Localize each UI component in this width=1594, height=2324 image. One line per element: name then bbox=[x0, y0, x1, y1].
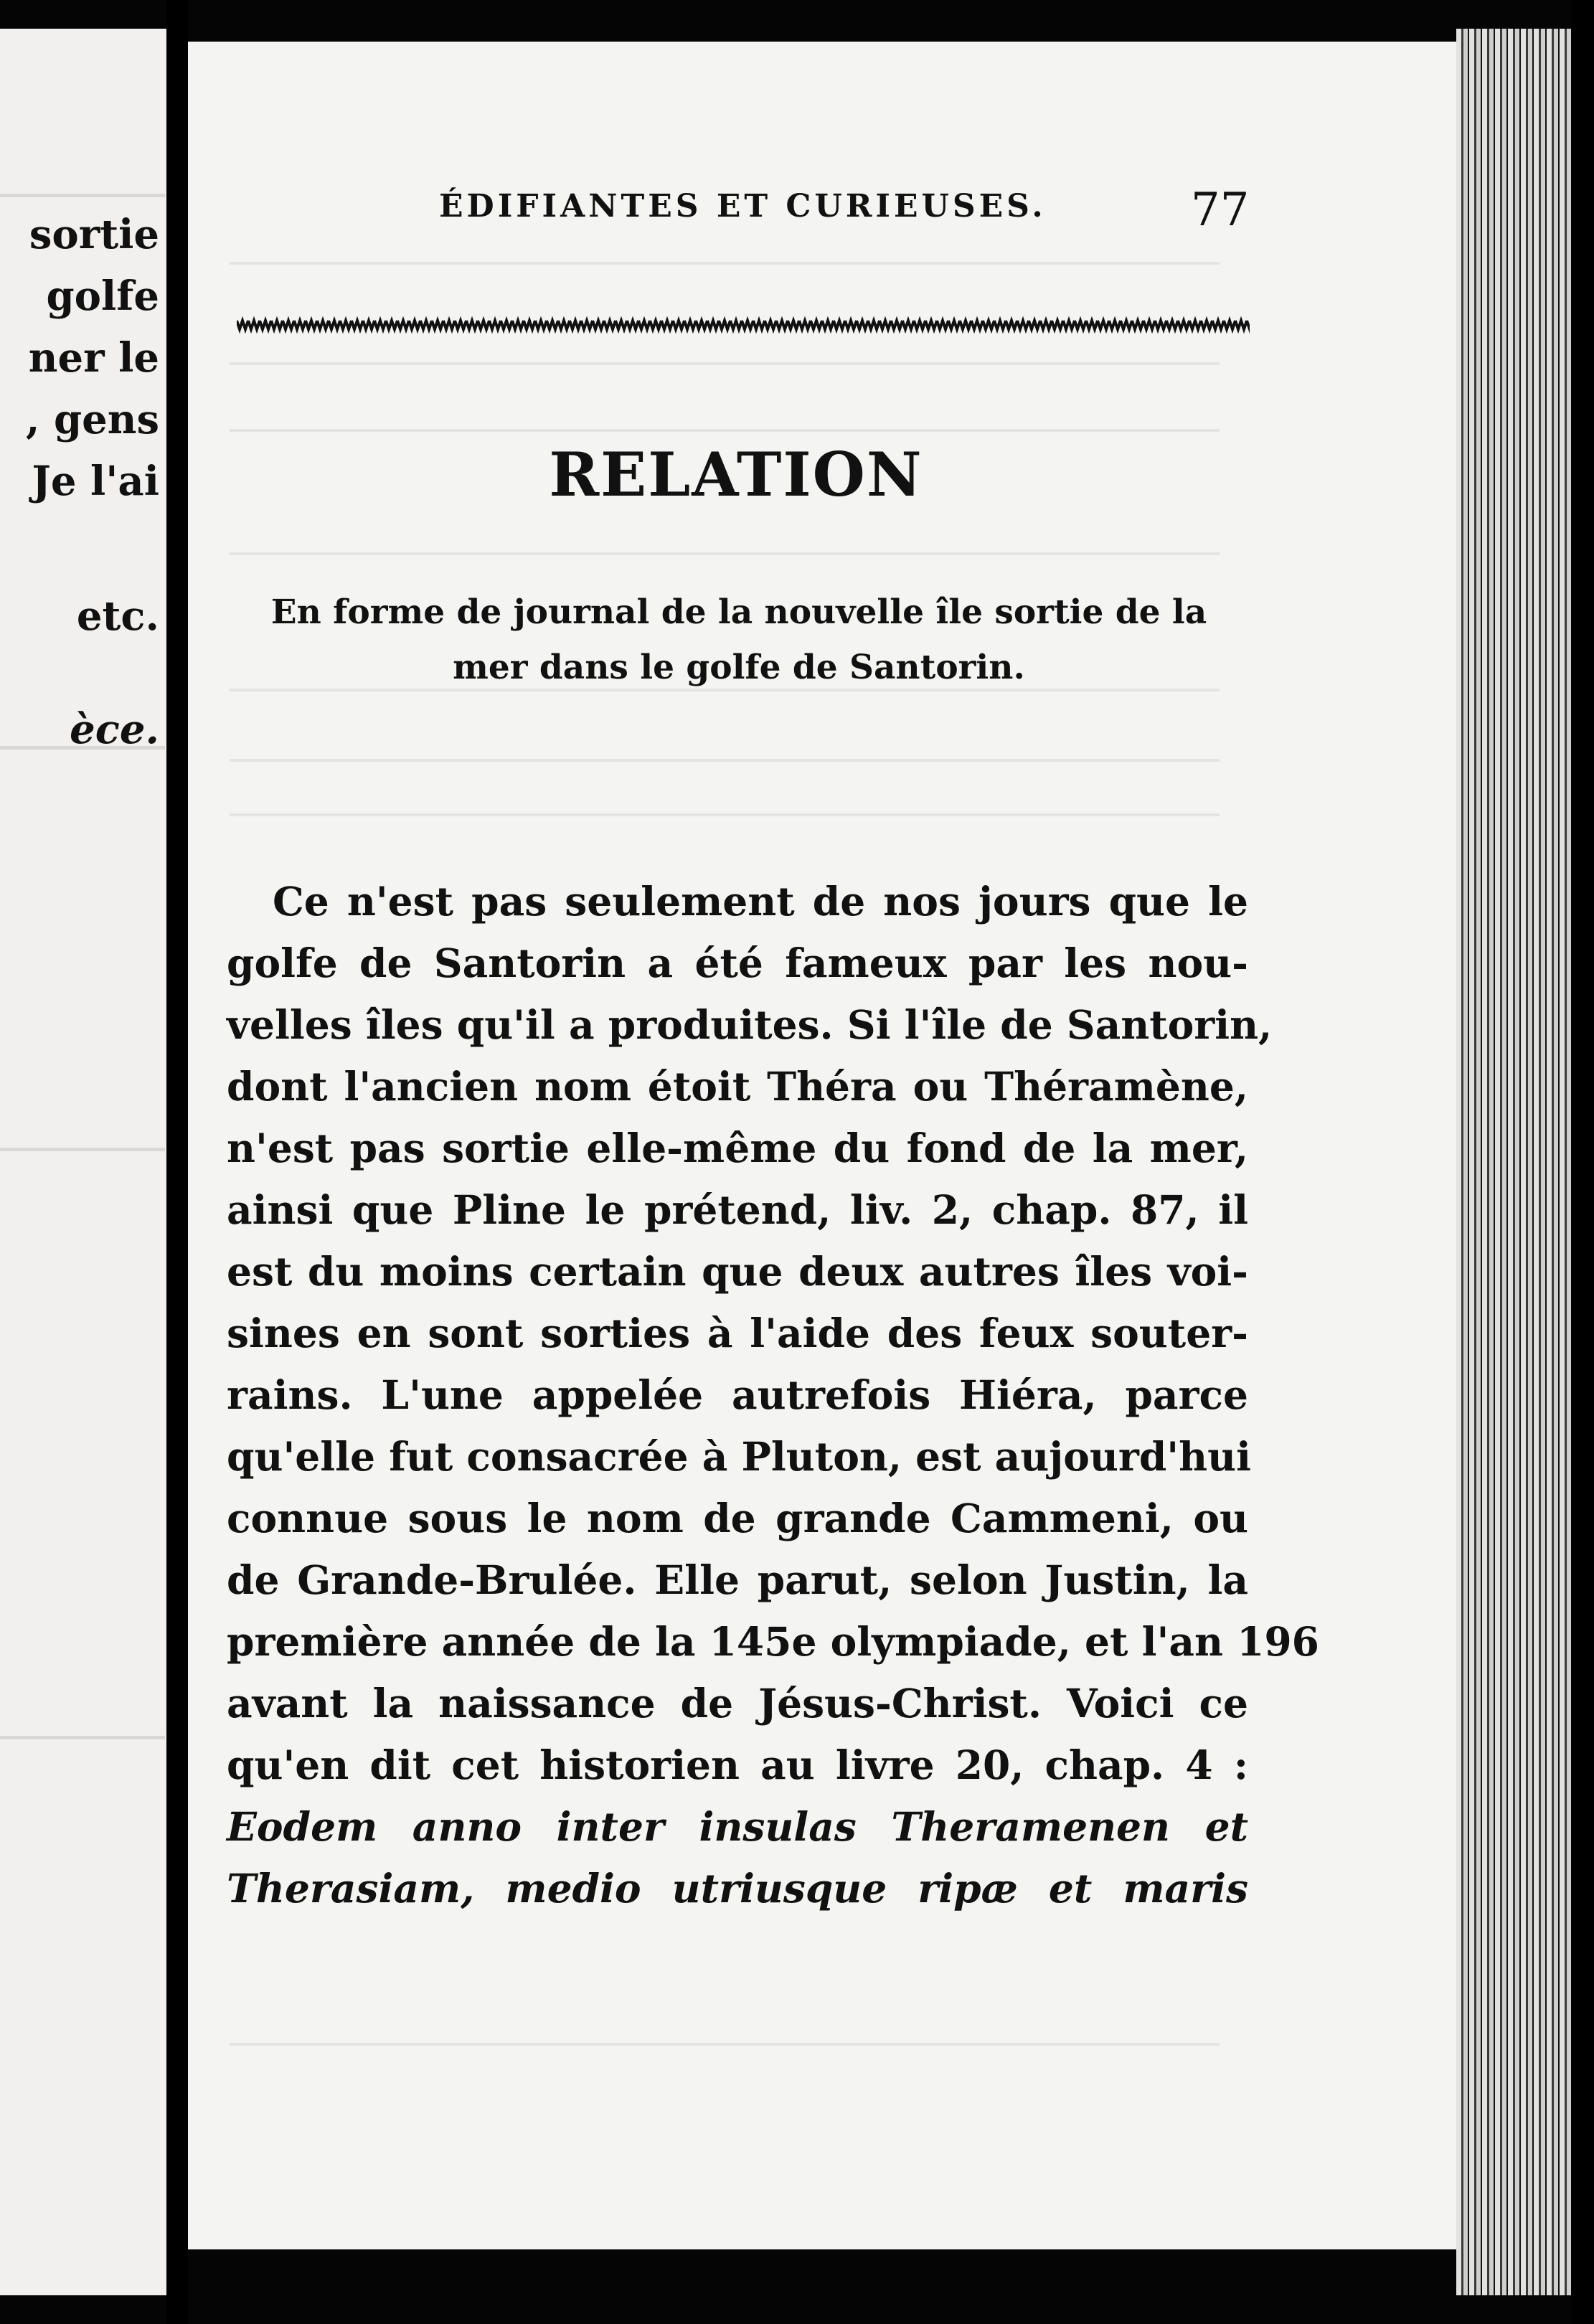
facing-page-line: ner le bbox=[28, 334, 159, 382]
page-number: 77 bbox=[1191, 184, 1250, 237]
body-text-line: sines en sont sorties à l'aide des feux souter- bbox=[227, 1310, 1248, 1356]
body-text-line: qu'en dit cet historien au livre 20, chap. 4 : bbox=[227, 1742, 1248, 1788]
facing-page-line: , gens bbox=[25, 396, 159, 443]
facing-page-line: èce. bbox=[70, 706, 159, 753]
book-gutter bbox=[166, 0, 188, 2324]
ornamental-rule bbox=[237, 313, 1250, 335]
body-text-line: qu'elle fut consacrée à Pluton, est aujourd'hui bbox=[227, 1433, 1252, 1480]
section-title: RELATION bbox=[549, 439, 923, 510]
bleed-through-line bbox=[230, 2043, 1220, 2046]
bleed-through-line bbox=[230, 429, 1220, 432]
bleed-through-line bbox=[0, 194, 165, 197]
body-text-line: velles îles qu'il a produites. Si l'île de Santorin, bbox=[227, 1001, 1273, 1048]
bleed-through-line bbox=[230, 759, 1220, 762]
body-text-line: n'est pas sortie elle-même du fond de la mer, bbox=[227, 1125, 1248, 1171]
section-subtitle-line: mer dans le golfe de Santorin. bbox=[453, 648, 1025, 687]
body-text-line: connue sous le nom de grande Cammeni, ou bbox=[227, 1495, 1248, 1541]
bleed-through-line bbox=[230, 362, 1220, 365]
facing-page-line: golfe bbox=[46, 273, 159, 320]
facing-page-line: sortie bbox=[29, 211, 159, 258]
bleed-through-line bbox=[230, 813, 1220, 816]
body-text-line: de Grande-Brulée. Elle parut, selon Justin, la bbox=[227, 1557, 1248, 1603]
body-text-line: dont l'ancien nom étoit Théra ou Théramène, bbox=[227, 1063, 1248, 1110]
facing-page-line: etc. bbox=[76, 592, 159, 640]
body-text-line: Ce n'est pas seulement de nos jours que le bbox=[273, 878, 1248, 925]
body-text-line-latin: Therasiam, medio utriusque ripæ et maris bbox=[227, 1865, 1248, 1912]
bleed-through-line bbox=[230, 262, 1220, 265]
body-text-line: avant la naissance de Jésus-Christ. Voici ce bbox=[227, 1680, 1248, 1727]
body-text-line: golfe de Santorin a été fameux par les nou- bbox=[227, 940, 1248, 986]
body-text-line-latin: Eodem anno inter insulas Theramenen et bbox=[227, 1803, 1248, 1850]
body-text-line: première année de la 145e olympiade, et l'an 196 bbox=[227, 1618, 1319, 1665]
bleed-through-line bbox=[0, 1148, 165, 1151]
body-text-line: est du moins certain que deux autres îles voi- bbox=[227, 1248, 1248, 1295]
running-head: ÉDIFIANTES ET CURIEUSES. bbox=[439, 188, 1047, 225]
bleed-through-line bbox=[230, 552, 1220, 555]
facing-page-line: Je l'ai bbox=[32, 458, 159, 505]
scan-border bbox=[1571, 0, 1594, 2324]
body-text-line: rains. L'une appelée autrefois Hiéra, parce bbox=[227, 1371, 1248, 1418]
bleed-through-line bbox=[230, 689, 1220, 691]
page-edges bbox=[1456, 29, 1571, 2295]
bleed-through-line bbox=[0, 1736, 165, 1739]
section-subtitle-line: En forme de journal de la nouvelle île sortie de la bbox=[270, 592, 1207, 632]
facing-page-fragment bbox=[0, 29, 166, 2295]
body-text-line: ainsi que Pline le prétend, liv. 2, chap. 87, il bbox=[227, 1186, 1248, 1233]
